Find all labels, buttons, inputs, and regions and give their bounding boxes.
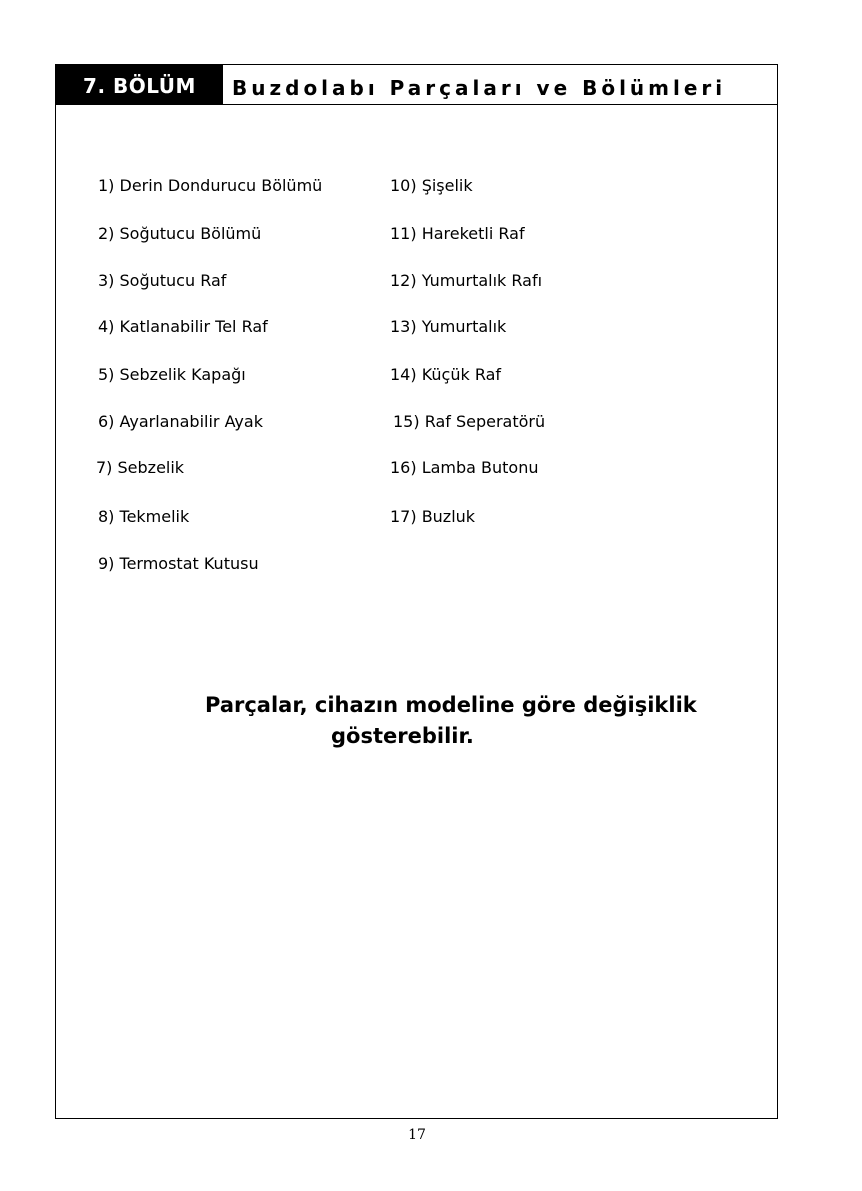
list-item: 11) Hareketli Raf <box>390 224 525 243</box>
list-item: 15) Raf Seperatörü <box>393 412 546 431</box>
list-item: 5) Sebzelik Kapağı <box>98 365 246 384</box>
list-item: 3) Soğutucu Raf <box>98 271 227 290</box>
list-item: 10) Şişelik <box>390 176 473 195</box>
page-frame <box>55 64 778 1119</box>
page-number: 17 <box>408 1127 426 1143</box>
note-line-2: gösterebilir. <box>331 724 474 748</box>
list-item: 14) Küçük Raf <box>390 365 502 384</box>
section-header <box>56 65 777 105</box>
section-number-label: 7. BÖLÜM <box>56 65 223 104</box>
list-item: 7) Sebzelik <box>96 458 185 477</box>
list-item: 6) Ayarlanabilir Ayak <box>98 412 263 431</box>
list-item: 4) Katlanabilir Tel Raf <box>98 317 268 336</box>
list-item: 9) Termostat Kutusu <box>98 554 259 573</box>
section-title: Buzdolabı Parçaları ve Bölümleri <box>232 76 727 100</box>
list-item: 1) Derin Dondurucu Bölümü <box>98 176 323 195</box>
list-item: 16) Lamba Butonu <box>390 458 539 477</box>
list-item: 8) Tekmelik <box>98 507 190 526</box>
list-item: 12) Yumurtalık Rafı <box>390 271 543 290</box>
list-item: 13) Yumurtalık <box>390 317 507 336</box>
list-item: 2) Soğutucu Bölümü <box>98 224 262 243</box>
note-line-1: Parçalar, cihazın modeline göre değişiklik <box>205 693 697 717</box>
list-item: 17) Buzluk <box>390 507 476 526</box>
